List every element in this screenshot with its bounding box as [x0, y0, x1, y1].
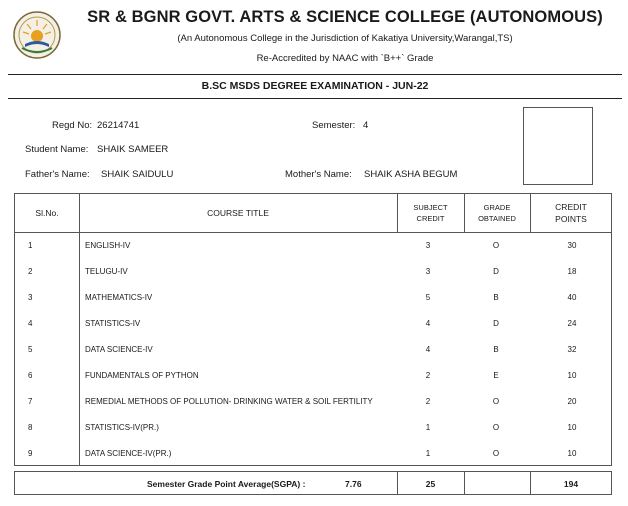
row-grade: O	[492, 449, 500, 458]
student-name-value: SHAIK SAMEER	[97, 144, 169, 155]
row-sl-no: 7	[28, 397, 33, 406]
semester-value: 4	[363, 120, 369, 131]
father-name-value: SHAIK SAIDULU	[101, 169, 174, 180]
semester-label: Semester:	[312, 120, 356, 131]
college-accreditation: Re-Accredited by NAAC with `B++` Grade	[256, 53, 434, 64]
row-sl-no: 9	[28, 449, 33, 458]
row-sl-no: 8	[28, 423, 33, 432]
table-row	[15, 414, 611, 440]
header-subject-credit	[397, 194, 464, 232]
row-sl-no: 5	[28, 345, 33, 354]
row-subject-credit: 4	[425, 345, 431, 354]
header-course-title: COURSE TITLE	[207, 208, 269, 218]
table-row	[15, 258, 611, 284]
row-course-title: MATHEMATICS-IV	[85, 293, 153, 302]
header-divider-bottom	[8, 98, 622, 99]
row-sl-no: 2	[28, 267, 33, 276]
row-sl-no: 1	[28, 241, 33, 250]
header-subject-credit-line2: CREDIT	[416, 214, 445, 223]
row-grade: O	[492, 423, 500, 432]
row-credit-points: 32	[567, 345, 577, 354]
row-credit-points: 10	[567, 449, 577, 458]
photo-box	[523, 107, 593, 185]
row-course-title: STATISTICS-IV(PR.)	[85, 423, 159, 432]
student-name-label: Student Name:	[25, 144, 89, 155]
row-sl-no: 4	[28, 319, 33, 328]
table-row	[15, 284, 611, 310]
row-subject-credit: 3	[425, 267, 431, 276]
row-credit-points: 18	[567, 267, 577, 276]
table-row	[15, 232, 611, 258]
row-course-title: FUNDAMENTALS OF PYTHON	[85, 371, 199, 380]
regd-no-label: Regd No:	[52, 120, 93, 131]
results-table	[14, 193, 612, 466]
table-row	[15, 336, 611, 362]
row-subject-credit: 4	[425, 319, 431, 328]
header-grade-obtained-line2: OBTAINED	[478, 214, 516, 223]
college-emblem-icon	[12, 10, 62, 60]
row-grade: B	[493, 293, 499, 302]
row-credit-points: 40	[567, 293, 577, 302]
row-subject-credit: 1	[425, 423, 431, 432]
row-sl-no: 6	[28, 371, 33, 380]
header-divider-top	[8, 74, 622, 75]
header-subject-credit-line1: SUBJECT	[413, 203, 448, 212]
row-grade: D	[493, 319, 499, 328]
table-row	[15, 310, 611, 336]
header-credit-points	[530, 194, 612, 232]
row-course-title: DATA SCIENCE-IV(PR.)	[85, 449, 172, 458]
row-course-title: STATISTICS-IV	[85, 319, 141, 328]
row-course-title: ENGLISH-IV	[85, 241, 131, 250]
sgpa-value: 7.76	[345, 479, 362, 489]
sgpa-label: Semester Grade Point Average(SGPA) :	[147, 479, 306, 489]
college-affiliation: (An Autonomous College in the Jurisdiction of Kakatiya University,Warangal,TS)	[177, 33, 513, 44]
row-credit-points: 20	[567, 397, 577, 406]
table-row	[15, 388, 611, 414]
header-grade-obtained	[464, 194, 530, 232]
college-name: SR & BGNR GOVT. ARTS & SCIENCE COLLEGE (AUTONOMOUS)	[87, 8, 603, 26]
row-credit-points: 30	[567, 241, 577, 250]
header-credit-points-line2: POINTS	[555, 214, 587, 224]
row-credit-points: 10	[567, 423, 577, 432]
row-grade: B	[493, 345, 499, 354]
header-sl-no: Sl.No.	[35, 208, 59, 218]
mother-name-value: SHAIK ASHA BEGUM	[364, 169, 458, 180]
column-divider	[464, 472, 465, 494]
row-course-title: TELUGU-IV	[85, 267, 128, 276]
mother-name-label: Mother's Name:	[285, 169, 352, 180]
row-grade: O	[492, 397, 500, 406]
row-grade: D	[493, 267, 499, 276]
row-course-title: DATA SCIENCE-IV	[85, 345, 153, 354]
row-grade: O	[492, 241, 500, 250]
table-row	[15, 362, 611, 388]
table-row	[15, 440, 611, 466]
row-sl-no: 3	[28, 293, 33, 302]
row-subject-credit: 3	[425, 241, 431, 250]
header-credit-points-line1: CREDIT	[555, 202, 587, 212]
father-name-label: Father's Name:	[25, 169, 90, 180]
total-credit: 25	[425, 479, 436, 489]
row-subject-credit: 2	[425, 371, 431, 380]
exam-title: B.SC MSDS DEGREE EXAMINATION - JUN-22	[201, 80, 429, 92]
row-subject-credit: 2	[425, 397, 431, 406]
row-grade: E	[493, 371, 499, 380]
row-course-title: REMEDIAL METHODS OF POLLUTION- DRINKING WATER & SOIL FERTILITY	[85, 397, 373, 406]
row-credit-points: 10	[567, 371, 577, 380]
header-grade-obtained-line1: GRADE	[483, 203, 511, 212]
regd-no-value: 26214741	[97, 120, 140, 131]
row-credit-points: 24	[567, 319, 577, 328]
row-subject-credit: 5	[425, 293, 431, 302]
total-credit-points: 194	[563, 479, 579, 489]
sgpa-footer	[14, 471, 612, 495]
row-subject-credit: 1	[425, 449, 431, 458]
